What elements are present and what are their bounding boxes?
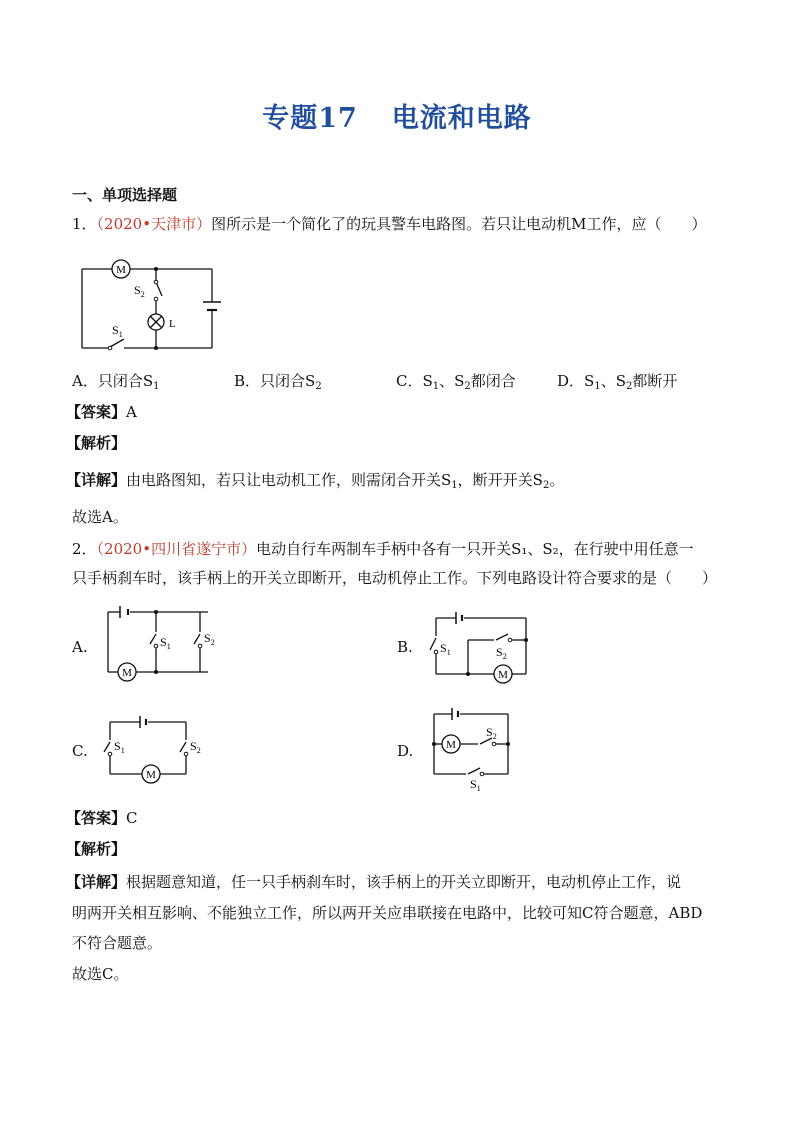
q2-option-c-diagram[interactable] <box>96 712 216 790</box>
svg-text:M: M <box>446 739 456 751</box>
q2-detail-line3: 不符合题意。 <box>72 934 163 952</box>
section-heading: 一、单项选择题 <box>72 186 178 204</box>
q2-option-c-label[interactable]: C. <box>72 742 88 760</box>
q2-stem-line2: 只手柄刹车时，该手柄上的开关立即断开，电动机停止工作。下列电路设计符合要求的是（ ） <box>72 569 718 587</box>
q1-analysis-label: 【解析】 <box>66 434 127 452</box>
q2-option-a-diagram[interactable] <box>100 602 230 686</box>
q1-number: 1． <box>72 215 97 233</box>
title-topic-name: 电流和电路 <box>391 103 532 134</box>
q2-analysis-label: 【解析】 <box>66 840 127 858</box>
q1-option-d[interactable]: D．$S_1$、$S_2$都断开 <box>557 372 678 392</box>
q2-detail-line2: 明两开关相互影响、不能独立工作，所以两开关应串联接在电路中，比较可知C符合题意，ABD <box>72 904 703 922</box>
svg-text:S2: $S_2$ <box>204 631 215 647</box>
q2-conclusion: 故选C。 <box>72 965 129 983</box>
svg-text:S1: $S_1$ <box>160 635 171 651</box>
q1-detail: 【详解】由电路图知，若只让电动机工作，则需闭合开关$S_1$，断开开关$S_2$。 <box>66 471 565 491</box>
q1-option-a[interactable]: A．只闭合$S_1$ <box>72 372 160 392</box>
q2-source: （2020•四川省遂宁市） <box>96 540 257 558</box>
svg-text:M: M <box>122 667 132 679</box>
svg-text:S1: $S_1$ <box>114 739 125 755</box>
svg-text:M: M <box>146 769 156 781</box>
q1-option-c[interactable]: C．$S_1$、$S_2$都闭合 <box>396 372 516 392</box>
q2-option-d-label[interactable]: D. <box>397 742 414 760</box>
q2-stem-line1: 2．（2020•四川省遂宁市）电动自行车两制车手柄中各有一只开关S₁、S₂，在行驶中用任意一 <box>72 540 694 558</box>
q2-answer: 【答案】C <box>66 809 138 827</box>
q1-circuit-diagram <box>72 254 222 354</box>
title-topic-number: 专题17 <box>262 103 358 134</box>
svg-text:M: M <box>498 669 508 681</box>
svg-text:S2: $S_2$ <box>496 645 507 661</box>
q2-detail-line1: 【详解】根据题意知道，任一只手柄刹车时，该手柄上的开关立即断开，电动机停止工作，说 <box>66 873 682 891</box>
q1-conclusion: 故选A。 <box>72 508 128 526</box>
q1-text: 图所示是一个简化了的玩具警车电路图。若只让电动机M工作，应（ ） <box>211 215 707 233</box>
q1-stem <box>72 212 706 236</box>
q1-option-b[interactable]: B．只闭合$S_2$ <box>234 372 322 392</box>
svg-text:S1: $S_1$ <box>470 777 481 792</box>
q1-switch1-label: $S_1$ <box>112 323 123 339</box>
q1-lamp-label: L <box>169 318 176 330</box>
svg-text:S2: $S_2$ <box>190 739 201 755</box>
q2-option-b-diagram[interactable] <box>428 610 538 690</box>
q2-option-b-label[interactable]: B. <box>397 638 413 656</box>
q2-option-a-label[interactable]: A. <box>72 638 88 656</box>
q1-switch2-label: $S_2$ <box>134 283 145 299</box>
page-title <box>0 96 794 135</box>
svg-text:S1: $S_1$ <box>440 641 451 657</box>
q1-source: （2020•天津市） <box>96 215 212 233</box>
q1-motor-label: M <box>116 264 126 276</box>
q1-answer: 【答案】A <box>66 403 137 421</box>
q2-option-d-diagram[interactable] <box>426 706 516 792</box>
svg-text:S2: $S_2$ <box>486 725 497 741</box>
